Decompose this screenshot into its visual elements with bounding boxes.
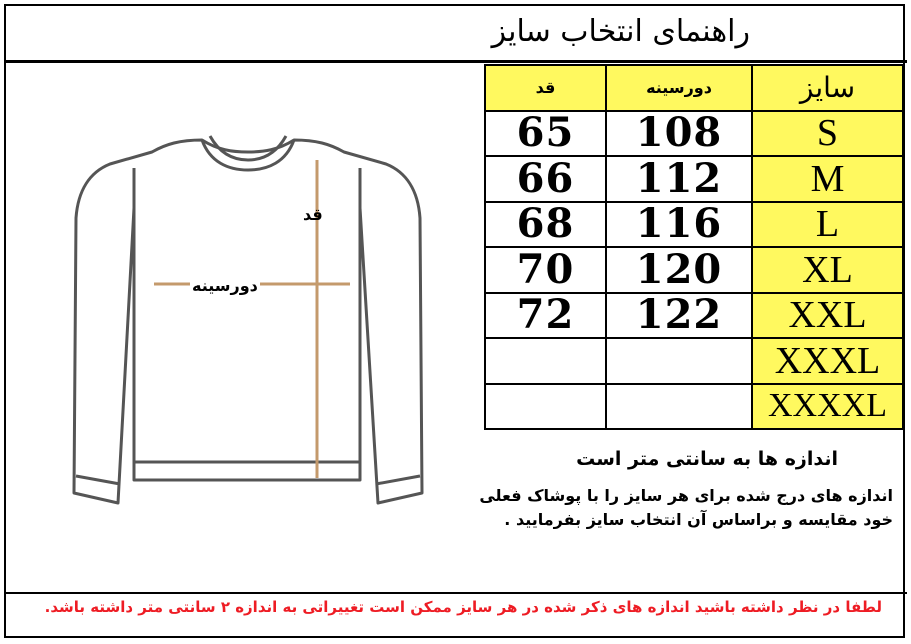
table-row [485, 111, 903, 157]
page-title: راهنمای انتخاب سایز [491, 14, 750, 49]
chest-header: دورسینه [606, 65, 752, 111]
length-cell: 70 [485, 247, 606, 293]
size-cell: S [752, 111, 903, 157]
chest-cell: 116 [606, 202, 752, 248]
chest-cell: 108 [606, 111, 752, 157]
length-cell: 66 [485, 156, 606, 202]
length-cell: 68 [485, 202, 606, 248]
table-header-row [485, 65, 903, 111]
unit-note: اندازه ها به سانتی متر است [576, 448, 838, 470]
chest-cell: 120 [606, 247, 752, 293]
length-cell [485, 338, 606, 384]
chest-cell [606, 384, 752, 430]
instruction-line-1: اندازه های درج شده برای هر سایز را با پوشاک فعلی [479, 486, 893, 505]
size-cell: XXXL [752, 338, 903, 384]
footer-divider [4, 592, 907, 594]
table-row [485, 293, 903, 339]
table-row [485, 202, 903, 248]
size-cell: XL [752, 247, 903, 293]
chest-label: دورسینه [192, 276, 258, 295]
instruction-note [470, 484, 893, 532]
chest-cell [606, 338, 752, 384]
header-divider [4, 60, 907, 63]
sweater-diagram [70, 128, 430, 518]
length-header: قد [485, 65, 606, 111]
size-cell: L [752, 202, 903, 248]
table-row [485, 156, 903, 202]
length-cell: 65 [485, 111, 606, 157]
sweater-outline [74, 140, 422, 503]
size-table [484, 64, 904, 430]
size-cell: XXL [752, 293, 903, 339]
size-cell: XXXXL [752, 384, 903, 430]
table-row [485, 338, 903, 384]
length-cell [485, 384, 606, 430]
table-row [485, 247, 903, 293]
chest-cell: 112 [606, 156, 752, 202]
chest-cell: 122 [606, 293, 752, 339]
size-header: سایز [752, 65, 903, 111]
length-label: قد [303, 205, 323, 224]
instruction-line-2: خود مقایسه و براساس آن انتخاب سایز بفرمایید . [504, 510, 893, 529]
size-cell: M [752, 156, 903, 202]
footer-warning: لطفا در نظر داشته باشید اندازه های ذکر شده در هر سایز ممکن است تغییراتی به اندازه ۲ سانتی متر داشته باشد. [44, 598, 882, 616]
length-cell: 72 [485, 293, 606, 339]
table-row [485, 384, 903, 430]
